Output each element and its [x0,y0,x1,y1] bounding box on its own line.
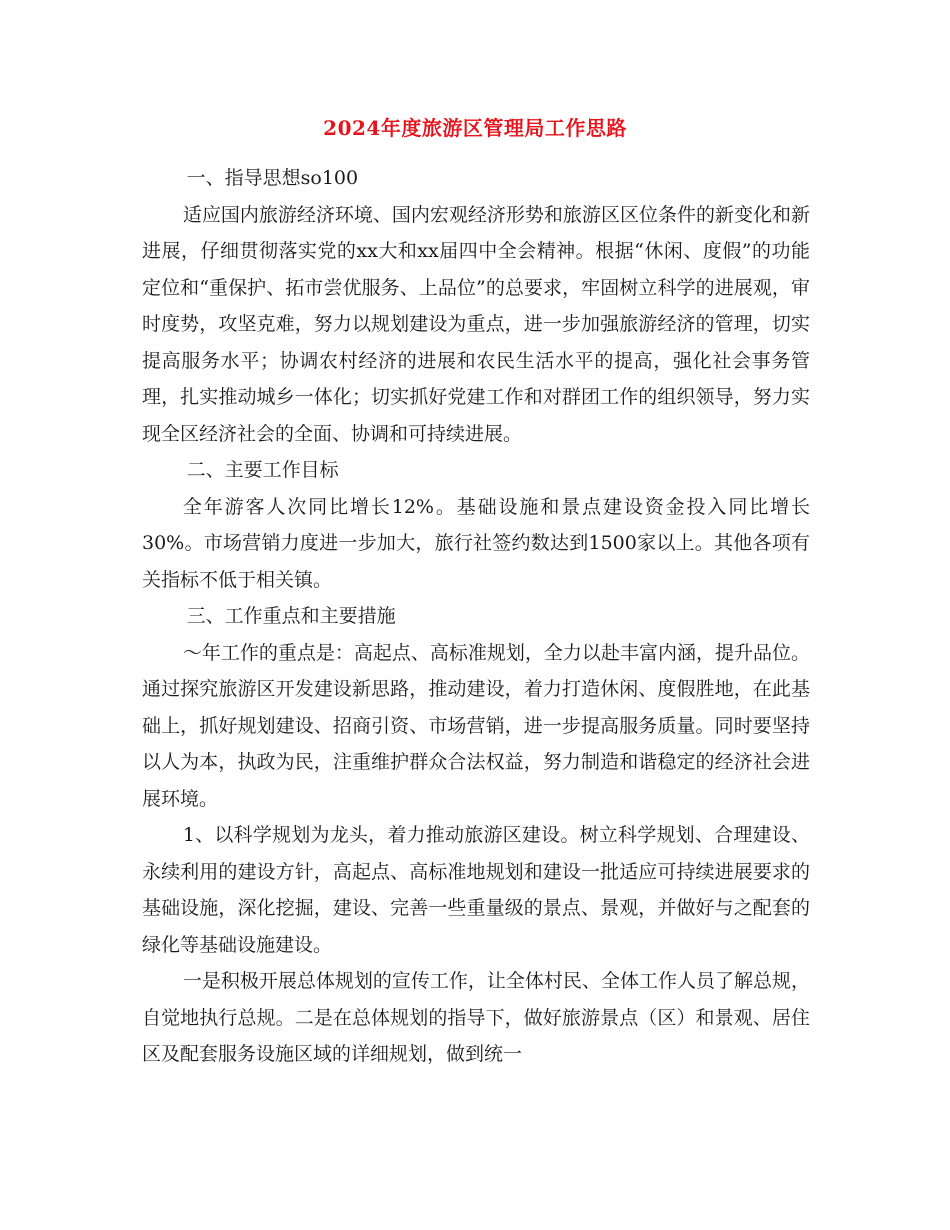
document-title: 2024年度旅游区管理局工作思路 [323,116,627,140]
section-heading-guiding-ideology: 一、指导思想so100 [186,167,359,189]
paragraph-key-work: ～年工作的重点是：高起点、高标准规划，全力以赴丰富内涵，提升品位。通过探究旅游区开发建设新思路，推动建设，着力打造休闲、度假胜地，在此基础上，抓好规划建设、招商引资、市场营销，进一步提高服务质量。同时要坚持以人为本，执政为民，注重维护群众合法权益，努力制造和谐稳定的经济社会进展环境。 [142,641,810,810]
section-heading-key-work: 三、工作重点和主要措施 [186,605,396,627]
paragraph-item-1-planning: 1、以科学规划为龙头，着力推动旅游区建设。树立科学规划、合理建设、永续利用的建设方针，高起点、高标准地规划和建设一批适应可持续进展要求的基础设施，深化挖掘，建设、完善一些重量级的景点、景观，并做好与之配套的绿化等基础设施建设。 [142,824,810,956]
paragraph-guiding-ideology: 适应国内旅游经济环境、国内宏观经济形势和旅游区区位条件的新变化和新进展，仔细贯彻落实党的xx大和xx届四中全会精神。根据“休闲、度假”的功能定位和“重保护、拓市尝优服务、上品位”的总要求，牢固树立科学的进展观，审时度势，攻坚克难，努力以规划建设为重点，进一步加强旅游经济的管理，切实提高服务水平；协调农村经济的进展和农民生活水平的提高，强化社会事务管理，扎实推动城乡一体化；切实抓好党建工作和对群团工作的组织领导，努力实现全区经济社会的全面、协调和可持续进展。 [142,203,810,445]
document-body [142,160,810,1073]
paragraph-item-1-details: 一是积极开展总体规划的宣传工作，让全体村民、全体工作人员了解总规，自觉地执行总规。二是在总体规划的指导下，做好旅游景点（区）和景观、居住区及配套服务设施区域的详细规划，做到统一 [142,970,810,1065]
section-heading-main-goals: 二、主要工作目标 [186,459,339,481]
paragraph-main-goals: 全年游客人次同比增长12%。基础设施和景点建设资金投入同比增长30%。市场营销力度进一步加大，旅行社签约数达到1500家以上。其他各项有关指标不低于相关镇。 [142,495,810,591]
